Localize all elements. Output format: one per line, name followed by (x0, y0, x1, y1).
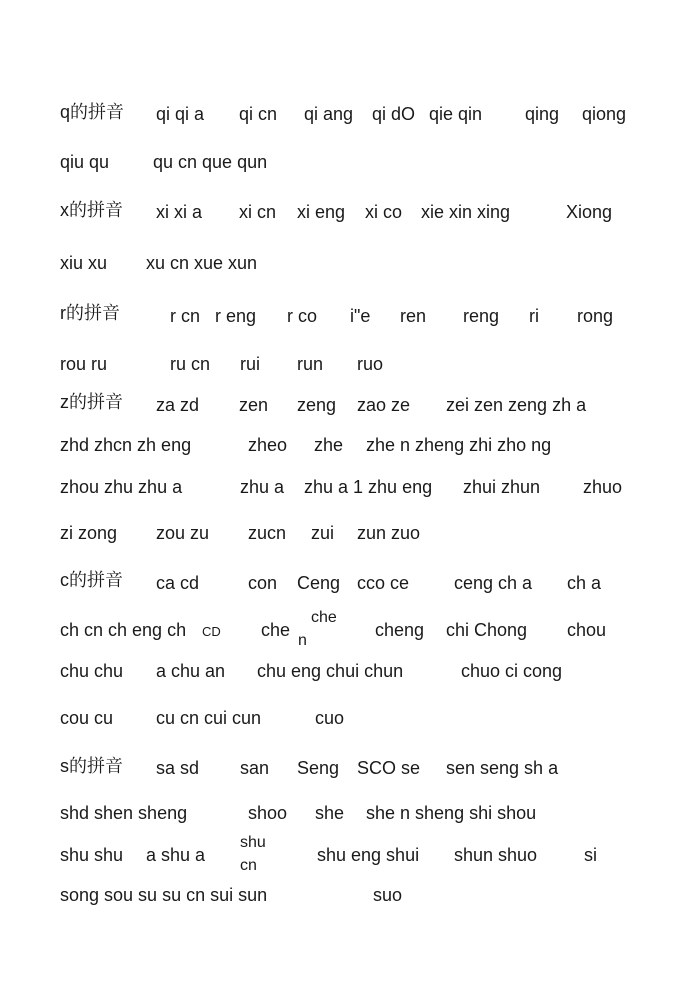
pinyin-item: a chu an (156, 661, 226, 681)
pinyin-item: ren (400, 306, 427, 326)
pinyin-item: cou cu (60, 708, 114, 728)
pinyin-item: r eng (215, 306, 257, 326)
pinyin-item: rong (577, 306, 614, 326)
pinyin-item: zheo (248, 435, 288, 455)
pinyin-item: ceng ch a (454, 573, 533, 593)
pinyin-item: zhuo (583, 477, 623, 497)
pinyin-item-upper: shu (240, 834, 266, 851)
pinyin-item: xu cn xue xun (146, 253, 258, 273)
pinyin-item: reng (463, 306, 500, 326)
pinyin-item: zei zen zeng zh a (446, 395, 587, 415)
pinyin-item: zhui zhun (463, 477, 541, 497)
pinyin-item: zen (239, 395, 269, 415)
pinyin-item: chi Chong (446, 620, 528, 640)
pinyin-item: ch a (567, 573, 602, 593)
pinyin-item: song sou su su cn sui sun (60, 885, 268, 905)
pinyin-item: qi qi a (156, 104, 205, 124)
pinyin-item: xiu xu (60, 253, 108, 273)
pinyin-item: zun zuo (357, 523, 421, 543)
x-heading: x的拼音 (60, 200, 123, 220)
pinyin-item: chu eng chui chun (257, 661, 404, 681)
pinyin-item: xi co (365, 202, 403, 222)
pinyin-item: she n sheng shi shou (366, 803, 537, 823)
pinyin-item: con (248, 573, 278, 593)
pinyin-item: zhu a 1 zhu eng (304, 477, 433, 497)
pinyin-item: rui (240, 354, 261, 374)
pinyin-item: zucn (248, 523, 287, 543)
pinyin-item: ca cd (156, 573, 200, 593)
pinyin-item-upper: che (311, 609, 337, 626)
pinyin-item: si (584, 845, 597, 865)
pinyin-item: suo (373, 885, 403, 905)
pinyin-item: r cn (170, 306, 201, 326)
pinyin-item: san (240, 758, 270, 778)
pinyin-item: i"e (350, 306, 371, 326)
pinyin-item: qu cn que qun (153, 152, 268, 172)
pinyin-item: zui (311, 523, 335, 543)
pinyin-item: Seng (297, 758, 340, 778)
pinyin-item: zao ze (357, 395, 411, 415)
pinyin-item: cu cn cui cun (156, 708, 262, 728)
pinyin-item: qiong (582, 104, 627, 124)
z-heading: z的拼音 (60, 392, 123, 412)
pinyin-item: shoo (248, 803, 288, 823)
pinyin-item: xi cn (239, 202, 277, 222)
pinyin-item: zhou zhu zhu a (60, 477, 183, 497)
pinyin-item: ruo (357, 354, 384, 374)
pinyin-item-lower: cn (240, 857, 257, 874)
pinyin-item: xie xin xing (421, 202, 511, 222)
pinyin-item: sa sd (156, 758, 200, 778)
q-heading: q的拼音 (60, 102, 125, 122)
pinyin-item: cco ce (357, 573, 410, 593)
s-heading: s的拼音 (60, 756, 123, 776)
pinyin-item: qi dO (372, 104, 416, 124)
pinyin-item: shun shuo (454, 845, 538, 865)
pinyin-item: chuo ci cong (461, 661, 563, 681)
pinyin-item: SCO se (357, 758, 421, 778)
pinyin-item: zou zu (156, 523, 210, 543)
pinyin-item: sen seng sh a (446, 758, 559, 778)
pinyin-item-lower: n (298, 632, 307, 649)
pinyin-item: CD (202, 624, 221, 639)
pinyin-item: zhu a (240, 477, 285, 497)
pinyin-item: qiu qu (60, 152, 110, 172)
pinyin-item: za zd (156, 395, 200, 415)
pinyin-item: she (315, 803, 345, 823)
pinyin-item: che (261, 620, 291, 640)
pinyin-item: run (297, 354, 324, 374)
pinyin-item: Xiong (566, 202, 613, 222)
pinyin-item: shu shu (60, 845, 124, 865)
pinyin-item: shu eng shui (317, 845, 420, 865)
pinyin-item: cheng (375, 620, 425, 640)
pinyin-item: zeng (297, 395, 337, 415)
c-heading: c的拼音 (60, 570, 123, 590)
pinyin-item: Ceng (297, 573, 341, 593)
pinyin-item: xi eng (297, 202, 346, 222)
r-heading: r的拼音 (60, 303, 120, 323)
pinyin-item: xi xi a (156, 202, 203, 222)
pinyin-item: cuo (315, 708, 345, 728)
pinyin-item: ch cn ch eng ch (60, 620, 187, 640)
pinyin-item: qi ang (304, 104, 354, 124)
pinyin-item: zhd zhcn zh eng (60, 435, 192, 455)
pinyin-item: qi cn (239, 104, 278, 124)
pinyin-item: ri (529, 306, 539, 326)
pinyin-item: shd shen sheng (60, 803, 188, 823)
pinyin-item: r co (287, 306, 318, 326)
pinyin-item: zi zong (60, 523, 118, 543)
pinyin-item: qing (525, 104, 560, 124)
pinyin-item: a shu a (146, 845, 206, 865)
pinyin-item: ru cn (170, 354, 211, 374)
pinyin-item: qie qin (429, 104, 483, 124)
pinyin-item: chu chu (60, 661, 124, 681)
pinyin-item: zhe (314, 435, 344, 455)
pinyin-item: rou ru (60, 354, 108, 374)
pinyin-item: chou (567, 620, 607, 640)
pinyin-item: zhe n zheng zhi zho ng (366, 435, 552, 455)
